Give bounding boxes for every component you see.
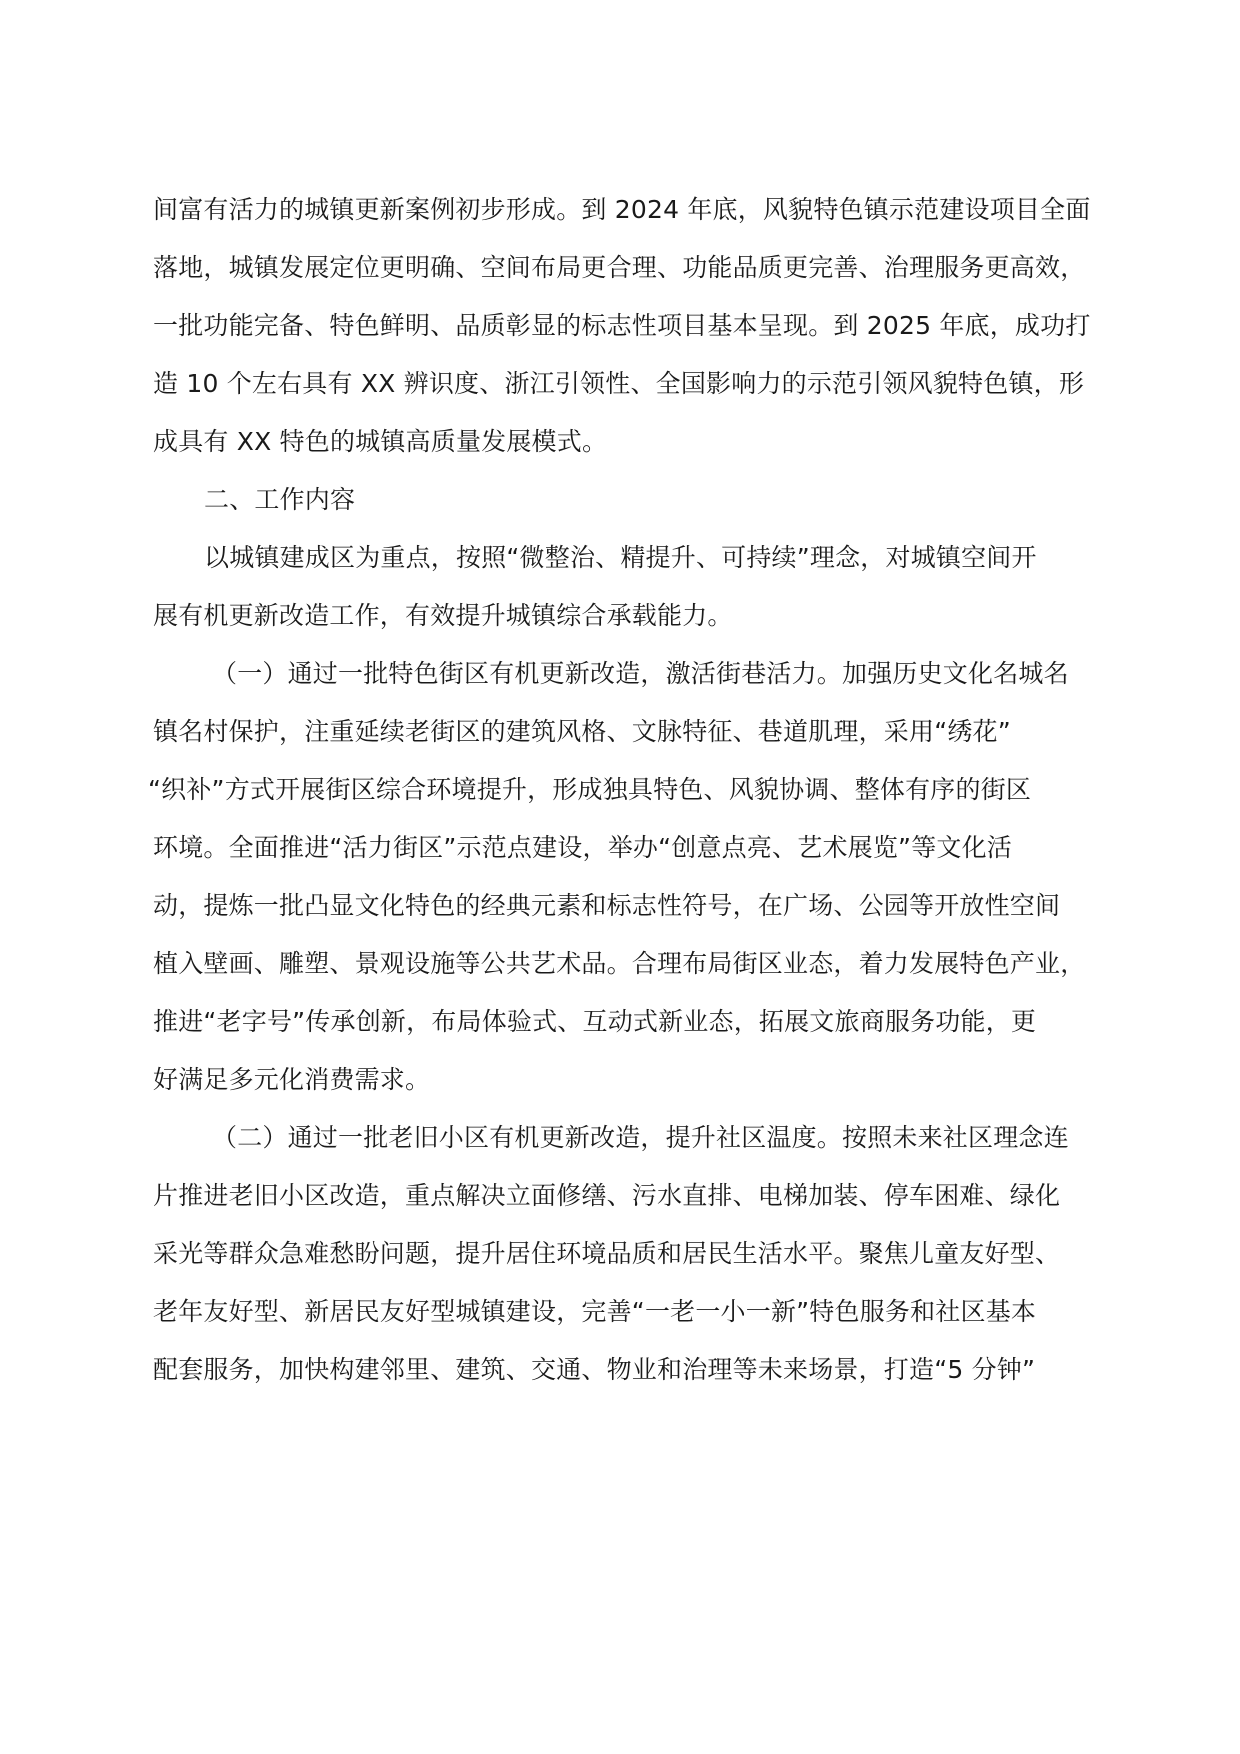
text-line-3: 一批功能完备、特色鲜明、品质彰显的标志性项目基本呈现。到 2025 年底，成功打: [153, 311, 1091, 340]
text-line-16: 好满足多元化消费需求。: [153, 1065, 431, 1094]
text-line-8: 展有机更新改造工作，有效提升城镇综合承载能力。: [153, 601, 733, 630]
text-line-19: 采光等群众急难愁盼问题，提升居住环境品质和居民生活水平。聚焦儿童友好型、: [153, 1239, 1061, 1268]
text-line-15: 推进“老字号”传承创新，布局体验式、互动式新业态，拓展文旅商服务功能，更: [153, 1007, 1037, 1036]
text-line-11: “织补”方式开展街区综合环境提升，形成独具特色、风貌协调、整体有序的街区: [148, 775, 1032, 804]
text-line-14: 植入壁画、雕塑、景观设施等公共艺术品。合理布局街区业态，着力发展特色产业，: [153, 949, 1086, 978]
text-line-13: 动，提炼一批凸显文化特色的经典元素和标志性符号，在广场、公园等开放性空间: [153, 891, 1061, 920]
text-line-5: 成具有 XX 特色的城镇高质量发展模式。: [153, 427, 608, 456]
section-heading: 二、工作内容: [204, 485, 356, 514]
text-line-4: 造 10 个左右具有 XX 辨识度、浙江引领性、全国影响力的示范引领风貌特色镇，形: [153, 369, 1085, 398]
text-line-7: 以城镇建成区为重点，按照“微整治、精提升、可持续”理念，对城镇空间开: [204, 543, 1037, 572]
subsection-2-line-1: （二）通过一批老旧小区有机更新改造，提升社区温度。按照未来社区理念连: [212, 1123, 1069, 1152]
text-line-1: 间富有活力的城镇更新案例初步形成。到 2024 年底，风貌特色镇示范建设项目全面: [153, 195, 1091, 224]
text-line-10: 镇名村保护，注重延续老街区的建筑风格、文脉特征、巷道肌理，采用“绣花”: [153, 717, 1011, 746]
text-line-18: 片推进老旧小区改造，重点解决立面修缮、污水直排、电梯加装、停车困难、绿化: [153, 1181, 1061, 1210]
subsection-1-line-1: （一）通过一批特色街区有机更新改造，激活街巷活力。加强历史文化名城名: [212, 659, 1069, 688]
text-line-12: 环境。全面推进“活力街区”示范点建设，举办“创意点亮、艺术展览”等文化活: [153, 833, 1013, 862]
text-line-2: 落地，城镇发展定位更明确、空间布局更合理、功能品质更完善、治理服务更高效，: [153, 253, 1086, 282]
text-line-20: 老年友好型、新居民友好型城镇建设，完善“一老一小一新”特色服务和社区基本: [153, 1297, 1037, 1326]
text-line-21: 配套服务，加快构建邻里、建筑、交通、物业和治理等未来场景，打造“5 分钟”: [153, 1355, 1036, 1384]
